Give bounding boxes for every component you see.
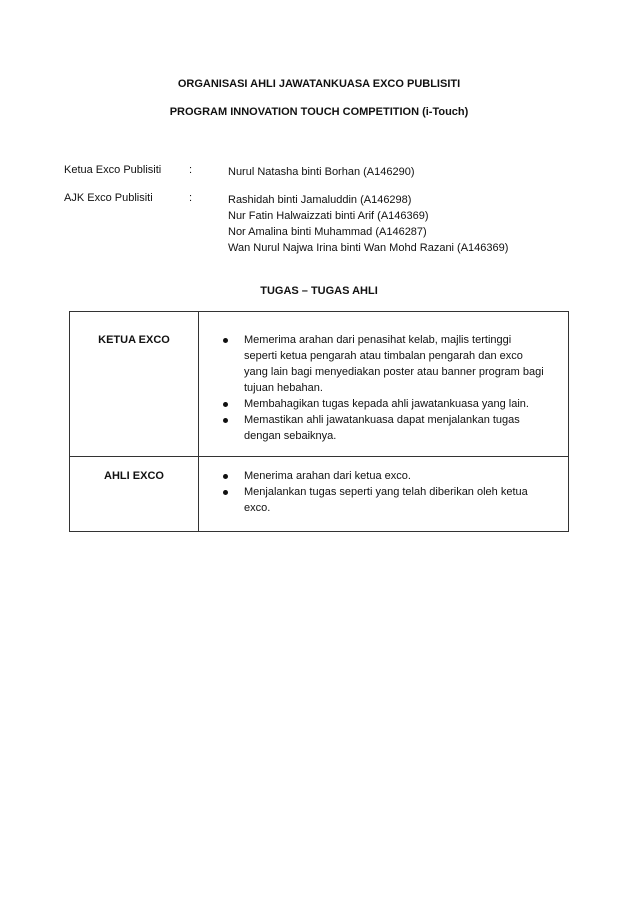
table-row (70, 457, 569, 532)
member-name: Nor Amalina binti Muhammad (A146287) (228, 226, 427, 238)
document-title: ORGANISASI AHLI JAWATANKUASA EXCO PUBLISITI (177, 78, 461, 90)
ketua-exco-names (228, 164, 415, 180)
duties-heading: TUGAS – TUGAS AHLI (260, 285, 378, 297)
member-name: Rashidah binti Jamaluddin (A146298) (228, 194, 412, 206)
tasks-cell (199, 457, 569, 532)
ketua-exco-label: Ketua Exco Publisiti (64, 164, 162, 176)
tasks-cell (199, 312, 569, 457)
ajk-exco-label: AJK Exco Publisiti (64, 192, 153, 204)
task-list (219, 332, 546, 444)
list-item: Memastikan ahli jawatankuasa dapat menjalankan tugas dengan sebaiknya. (219, 412, 546, 444)
table-row (70, 312, 569, 457)
list-item: Menerima arahan dari ketua exco. (219, 468, 546, 484)
role-cell: KETUA EXCO (70, 312, 199, 457)
list-item: Memerima arahan dari penasihat kelab, majlis tertinggi seperti ketua pengarah atau timbalan pengarah dan exco yang lain bagi menyediakan poster atau banner program bagi tujuan hebahan. (219, 332, 546, 396)
role-cell: AHLI EXCO (70, 457, 199, 532)
member-name: Nurul Natasha binti Borhan (A146290) (228, 166, 415, 178)
member-name: Nur Fatin Halwaizzati binti Arif (A146369) (228, 210, 429, 222)
ketua-exco-separator: : (189, 164, 193, 176)
member-name: Wan Nurul Najwa Irina binti Wan Mohd Razani (A146369) (228, 242, 509, 254)
task-list (219, 468, 546, 516)
document-subtitle: PROGRAM INNOVATION TOUCH COMPETITION (i-Touch) (169, 106, 469, 118)
ajk-exco-separator: : (189, 192, 193, 204)
duties-table (69, 311, 569, 532)
list-item: Membahagikan tugas kepada ahli jawatankuasa yang lain. (219, 396, 546, 412)
ajk-exco-names (228, 192, 508, 256)
list-item: Menjalankan tugas seperti yang telah diberikan oleh ketua exco. (219, 484, 546, 516)
